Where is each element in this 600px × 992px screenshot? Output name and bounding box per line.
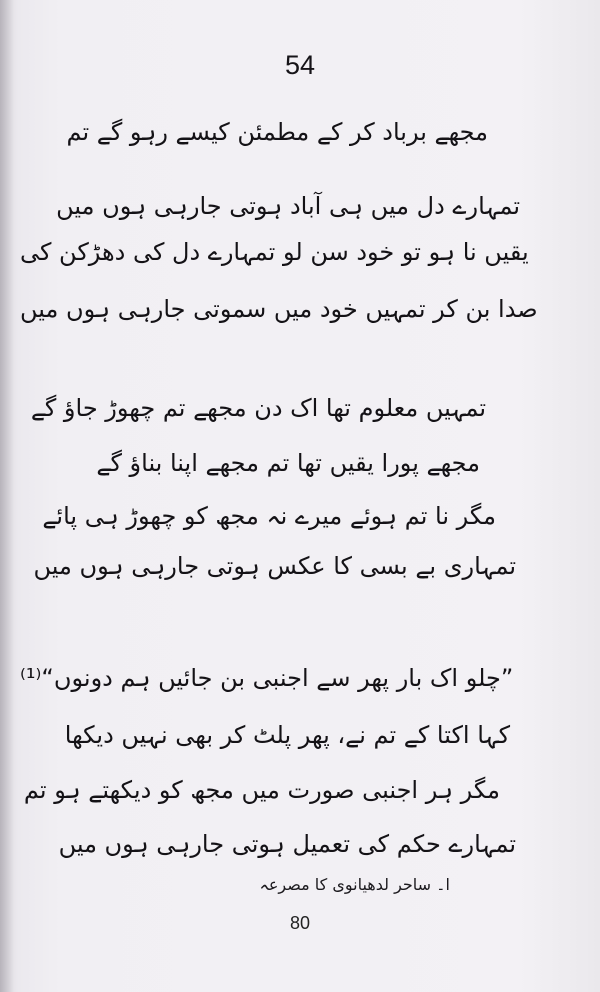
- stanza-3-line-4: تمہارے حکم کی تعمیل ہوتی جارہی ہوں میں: [58, 830, 516, 858]
- stanza-2-line-2: مجھے پورا یقیں تھا تم مجھے اپنا بناؤ گے: [96, 449, 480, 477]
- stanza-2-line-4: تمہاری بے بسی کا عکس ہوتی جارہی ہوں میں: [33, 552, 516, 580]
- stanza-3-line-1: ”چلو اک بار پھر سے اجنبی بن جائیں ہم دونوں“⁽¹⁾: [20, 664, 514, 692]
- footnote: ا۔ ساحر لدھیانوی کا مصرعہ: [259, 875, 450, 894]
- stanza-2-line-3: مگر نا تم ہوئے میرے نہ مجھ کو چھوڑ ہی پائے: [42, 502, 496, 530]
- stanza-1-line-2: تمہارے دل میں ہی آباد ہوتی جارہی ہوں میں: [56, 192, 520, 220]
- page-number-top: 54: [284, 50, 316, 80]
- stanza-3-line-3: مگر ہر اجنبی صورت میں مجھ کو دیکھتے ہو تم: [23, 776, 500, 804]
- stanza-1-line-1: مجھے برباد کر کے مطمئن کیسے رہو گے تم: [66, 118, 488, 146]
- page-number-bottom: 80: [289, 913, 311, 933]
- stanza-1-line-3: یقیں نا ہو تو خود سن لو تمہارے دل کی دھڑکن کی: [20, 238, 529, 266]
- stanza-2-line-1: تمہیں معلوم تھا اک دن مجھے تم چھوڑ جاؤ گے: [30, 394, 486, 422]
- stanza-3-line-2: کہا اکتا کے تم نے، پھر پلٹ کر بھی نہیں دیکھا: [64, 721, 510, 749]
- binding-shadow: [0, 0, 14, 992]
- stanza-1-line-4: صدا بن کر تمہیں خود میں سموتی جارہی ہوں میں: [20, 295, 538, 323]
